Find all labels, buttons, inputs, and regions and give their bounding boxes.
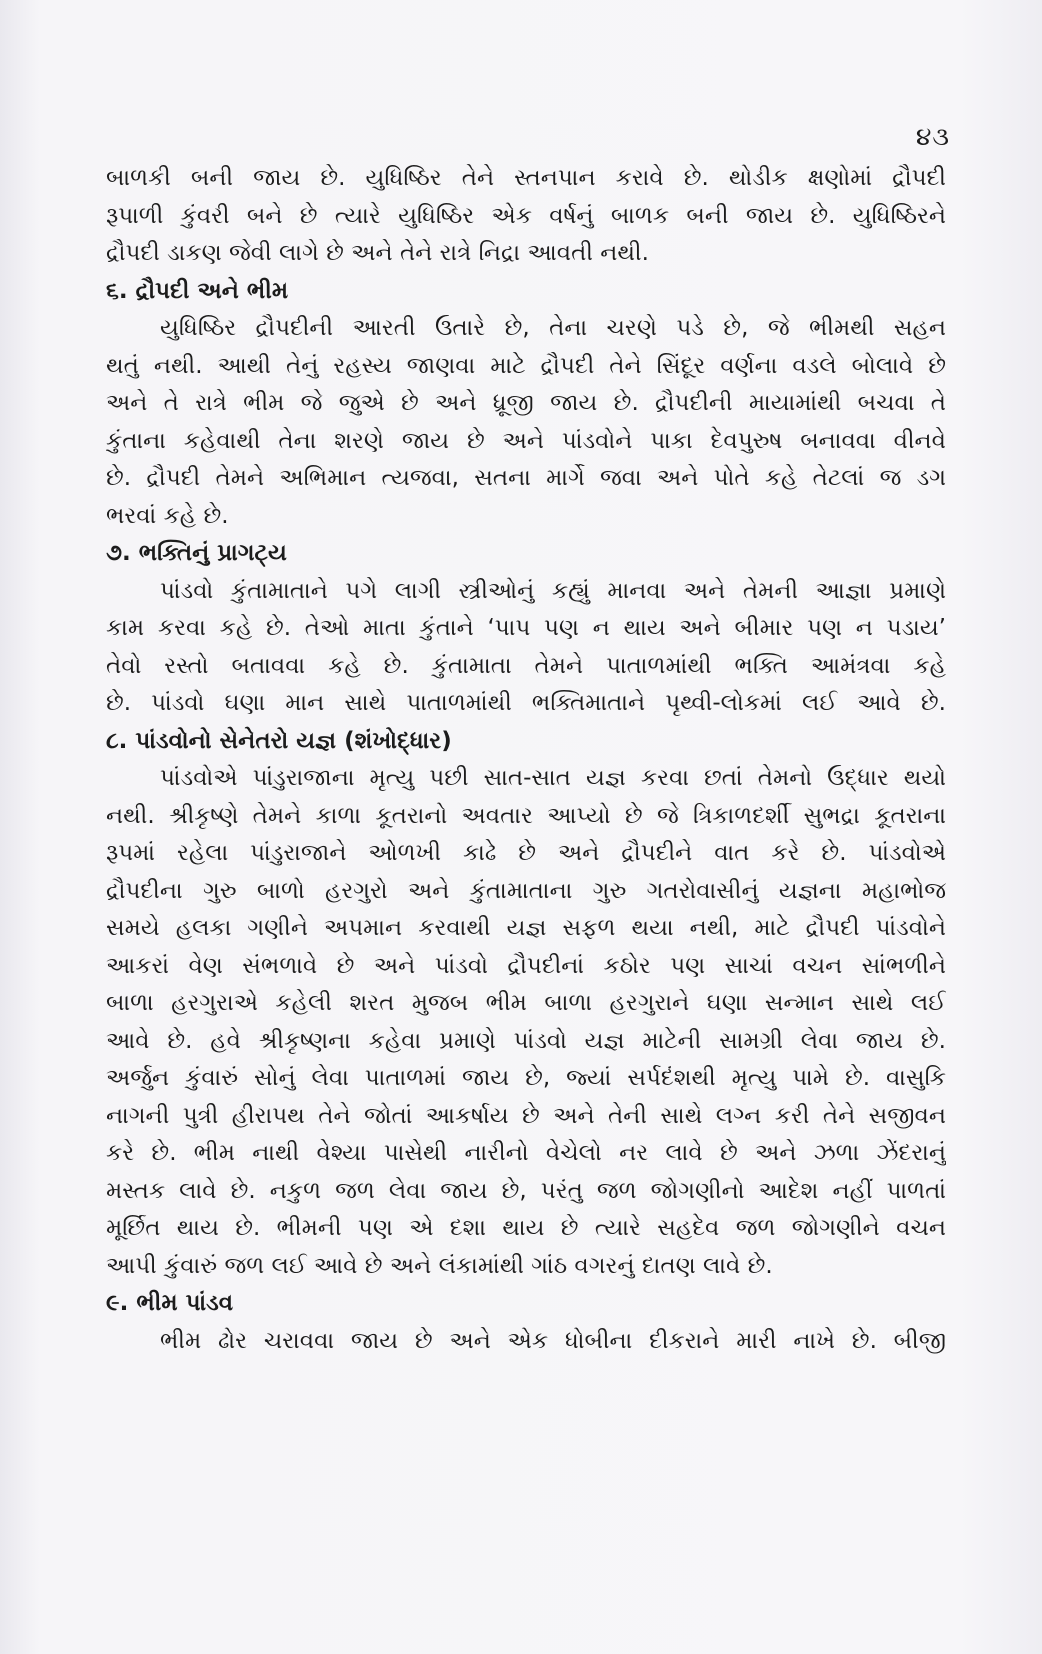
paragraph-line: તેવો રસ્તો બતાવવા કહે છે. કુંતામાતા તેમને પાતાળમાંથી ભક્તિ આમંત્રવા કહે [106,652,946,679]
paragraph-line: મૂર્છિત થાય છે. ભીમની પણ એ દશા થાય છે ત્યારે સહદેવ જળ જોગણીને વચન [106,1215,946,1241]
section-heading: ૬. દ્રૌપદી અને ભીમ [106,277,289,304]
paragraph-line: આકરાં વેણ સંભળાવે છે અને પાંડવો દ્રૌપદીનાં કઠોર પણ સાચાં વચન સાંભળીને [106,952,946,979]
paragraph-line: નાગની પુત્રી હીરાપથ તેને જોતાં આકર્ષાય છે અને તેની સાથે લગ્ન કરી તેને સજીવન [106,1102,946,1129]
paragraph-line: આપી કુંવારું જળ લઈ આવે છે અને લંકામાંથી ગાંઠ વગરનું દાતણ લાવે છે. [106,1252,773,1279]
paragraph-line: યુધિષ્ઠિર દ્રૌપદીની આરતી ઉતારે છે, તેના ચરણે પડે છે, જે ભીમથી સહન [160,315,946,341]
section-heading: ૮. પાંડવોનો સેનેતરો યજ્ઞ (શંખોદ્ધાર) [106,727,452,754]
paragraph-line: બાળકી બની જાય છે. યુધિષ્ઠિર તેને સ્તનપાન કરાવે છે. થોડીક ક્ષણોમાં દ્રૌપદી [106,165,946,191]
page-number: ૪૩ [915,122,950,151]
paragraph-line: થતું નથી. આથી તેનું રહસ્ય જાણવા માટે દ્રૌપદી તેને સિંદૂર વર્ણના વડલે બોલાવે છે [106,352,946,379]
paragraph-line: રૂપાળી કુંવરી બને છે ત્યારે યુધિષ્ઠિર એક વર્ષનું બાળક બની જાય છે. યુધિષ્ઠિરને [106,202,946,229]
paragraph-line: ભરવાં કહે છે. [106,502,229,529]
page-body-text [106,160,946,1360]
paragraph-line: કુંતાના કહેવાથી તેના શરણે જાય છે અને પાંડવોને પાકા દેવપુરુષ બનાવવા વીનવે [106,427,946,454]
section-heading: ૭. ભક્તિનું પ્રાગટ્ય [106,540,287,566]
paragraph-line: દ્રૌપદીના ગુરુ બાળો હરગુરો અને કુંતામાતાના ગુરુ ગતરોવાસીનું યજ્ઞના મહાભોજ [106,877,946,904]
paragraph-line: અને તે રાત્રે ભીમ જે જુએ છે અને ધ્રૂજી જાય છે. દ્રૌપદીની માયામાંથી બચવા તે [106,390,946,416]
paragraph-line: મસ્તક લાવે છે. નકુળ જળ લેવા જાય છે, પરંતુ જળ જોગણીનો આદેશ નહીં પાળતાં [106,1177,946,1204]
paragraph-line: અર્જુન કુંવારું સોનું લેવા પાતાળમાં જાય છે, જ્યાં સર્પદંશથી મૃત્યુ પામે છે. વાસુકિ [106,1065,946,1091]
section-heading: ૯. ભીમ પાંડવ [106,1290,234,1316]
paragraph-line: પાંડવોએ પાંડુરાજાના મૃત્યુ પછી સાત-સાત યજ્ઞ કરવા છતાં તેમનો ઉદ્ધાર થયો [160,765,946,791]
paragraph-line: બાળા હરગુરાએ કહેલી શરત મુજબ ભીમ બાળા હરગુરાને ઘણા સન્માન સાથે લઈ [106,990,946,1016]
paragraph-line: સમયે હલકા ગણીને અપમાન કરવાથી યજ્ઞ સફળ થયા નથી, માટે દ્રૌપદી પાંડવોને [106,915,946,941]
paragraph-line: છે. દ્રૌપદી તેમને અભિમાન ત્યજવા, સતના માર્ગે જવા અને પોતે કહે તેટલાં જ ડગ [106,465,946,491]
paragraph-line: છે. પાંડવો ઘણા માન સાથે પાતાળમાંથી ભક્તિમાતાને પૃથ્વી-લોકમાં લઈ આવે છે. [106,690,946,716]
paragraph-line: કરે છે. ભીમ નાથી વેશ્યા પાસેથી નારીનો વેચેલો નર લાવે છે અને ઝળા ઝેંદરાનું [106,1140,946,1166]
paragraph-line: કામ કરવા કહે છે. તેઓ માતા કુંતાને ‘પાપ પણ ન થાય અને બીમાર પણ ન પડાય’ [106,615,946,641]
paragraph-line: દ્રૌપદી ડાકણ જેવી લાગે છે અને તેને રાત્રે નિદ્રા આવતી નથી. [106,240,649,266]
paragraph-line: ભીમ ઢોર ચરાવવા જાય છે અને એક ધોબીના દીકરાને મારી નાખે છે. બીજી [160,1327,946,1354]
paragraph-line: આવે છે. હવે શ્રીકૃષ્ણના કહેવા પ્રમાણે પાંડવો યજ્ઞ માટેની સામગ્રી લેવા જાય છે. [106,1027,946,1054]
paragraph-line: પાંડવો કુંતામાતાને પગે લાગી સ્ત્રીઓનું કહ્યું માનવા અને તેમની આજ્ઞા પ્રમાણે [160,577,946,604]
paragraph-line: નથી. શ્રીકૃષ્ણે તેમને કાળા કૂતરાનો અવતાર આપ્યો છે જે ત્રિકાળદર્શી સુભદ્રા કૂતરાના [106,802,946,829]
paragraph-line: રૂપમાં રહેલા પાંડુરાજાને ઓળખી કાઢે છે અને દ્રૌપદીને વાત કરે છે. પાંડવોએ [106,840,946,866]
